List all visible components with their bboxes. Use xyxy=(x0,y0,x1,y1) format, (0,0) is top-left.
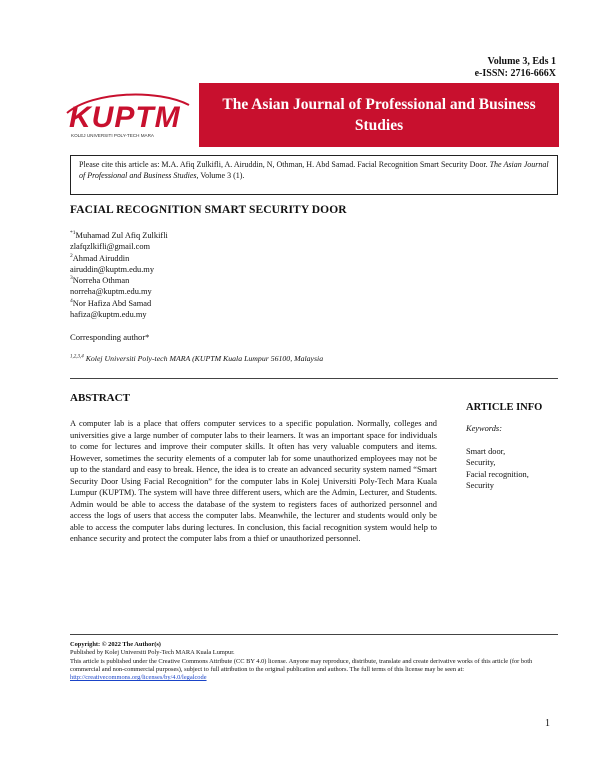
author-email: norreha@kuptm.edu.my xyxy=(70,287,152,297)
publisher-line: Published by Kolej Universiti Poly-Tech MARA Kuala Lumpur. xyxy=(70,649,235,657)
paper-title: FACIAL RECOGNITION SMART SECURITY DOOR xyxy=(70,204,347,216)
volume-label: Volume 3, Eds 1 xyxy=(487,56,556,67)
divider xyxy=(70,634,558,635)
author-name: $^3$Norreha Othman xyxy=(70,275,130,286)
svg-text:KOLEJ UNIVERSITI POLY-TECH MAR: KOLEJ UNIVERSITI POLY-TECH MARA xyxy=(71,133,154,138)
keyword: Security xyxy=(466,480,494,490)
eissn-label: e-ISSN: 2716-666X xyxy=(474,68,556,79)
author-name: $^2$Ahmad Airuddin xyxy=(70,252,130,263)
author-email: hafiza@kuptm.edu.my xyxy=(70,310,147,320)
license-text: This article is published under the Creative Commons Attribute (CC BY 4.0) license. Anyone may reproduce, distribute, translate and create derivative works of this article (for both commercial and non-commercial purposes), subject to full attribution to the original publication and authors. The full terms of this license may be seen at: http://creativecommons.org/licenses/by/4.0/legalcode xyxy=(70,657,533,682)
citation-box xyxy=(70,155,558,195)
license-link[interactable]: http://creativecommons.org/licenses/by/4.0/legalcode xyxy=(70,674,207,682)
keyword: Facial recognition, xyxy=(466,469,529,479)
affiliation: $^{1,2,3,4}$ Kolej Universiti Poly-tech MARA (KUPTM Kuala Lumpur 56100, Malaysia xyxy=(70,354,324,363)
abstract-heading: ABSTRACT xyxy=(70,392,130,404)
abstract-text: A computer lab is a place that offers computer services to a specific population. Normally, colleges and universities give a large number of computer labs to their learners. It was an important space for individuals to come for lectures and improve their computer skills. It often has very valuable computers and items. However, sometimes the security elements of a computer lab for some unauthorized employees may not be up to the standard and easy to break. Hence, the idea is to create an advanced security system named “Smart Security Door Using Facial Recognition” for the computer labs in Kolej Universiti Poly-Tech Mara Kuala Lumpur (KUPTM). The system will have three different users, which are the Admin, Lecturer, and Students. Admin would be able to access the database of the system to registers faces of authorized personnel and access the logs of users that access the computer labs. Meanwhile, the lecturer and students would only be able to access the computer labs during lectures. In conclusion, this facial recognition system would help to enhance security and protect the computer labs from a thief or unauthorized personnel. xyxy=(70,419,437,543)
author-email: airuddin@kuptm.edu.my xyxy=(70,264,155,274)
copyright-footer xyxy=(70,641,558,682)
citation-journal: The Asian Journal of Professional and Business Studies xyxy=(79,160,549,180)
corresponding-author: Corresponding author* xyxy=(70,332,150,342)
keyword: Security, xyxy=(466,458,496,468)
copyright-line: Copyright: © 2022 The Author(s) xyxy=(70,641,161,648)
article-info-heading: ARTICLE INFO xyxy=(466,402,543,413)
journal-title: The Asian Journal of Professional and Business Studies xyxy=(199,83,559,147)
journal-banner xyxy=(63,83,559,147)
page-number: 1 xyxy=(545,718,550,729)
citation-suffix: , Volume 3 (1). xyxy=(196,171,245,180)
citation-prefix: Please cite this article as: M.A. Afiq Zulkifli, A. Airuddin, N, Othman, H. Abd Samad. Facial Recognition Smart Security Door. xyxy=(79,160,490,169)
author-name: $^4$Nor Hafiza Abd Samad xyxy=(70,297,152,308)
author-list xyxy=(70,230,168,320)
keyword: Smart door, xyxy=(466,447,506,456)
author-name: $^{*1}$Muhamad Zul Afiq Zulkifli xyxy=(70,230,168,240)
volume-info xyxy=(475,56,556,80)
divider xyxy=(70,378,558,379)
author-email: zlafqzlkifli@gmail.com xyxy=(70,242,151,252)
keywords-list xyxy=(466,446,529,491)
kuptm-logo xyxy=(63,83,193,147)
svg-text:KUPTM: KUPTM xyxy=(69,101,181,134)
keywords-label: Keywords: xyxy=(466,424,502,433)
